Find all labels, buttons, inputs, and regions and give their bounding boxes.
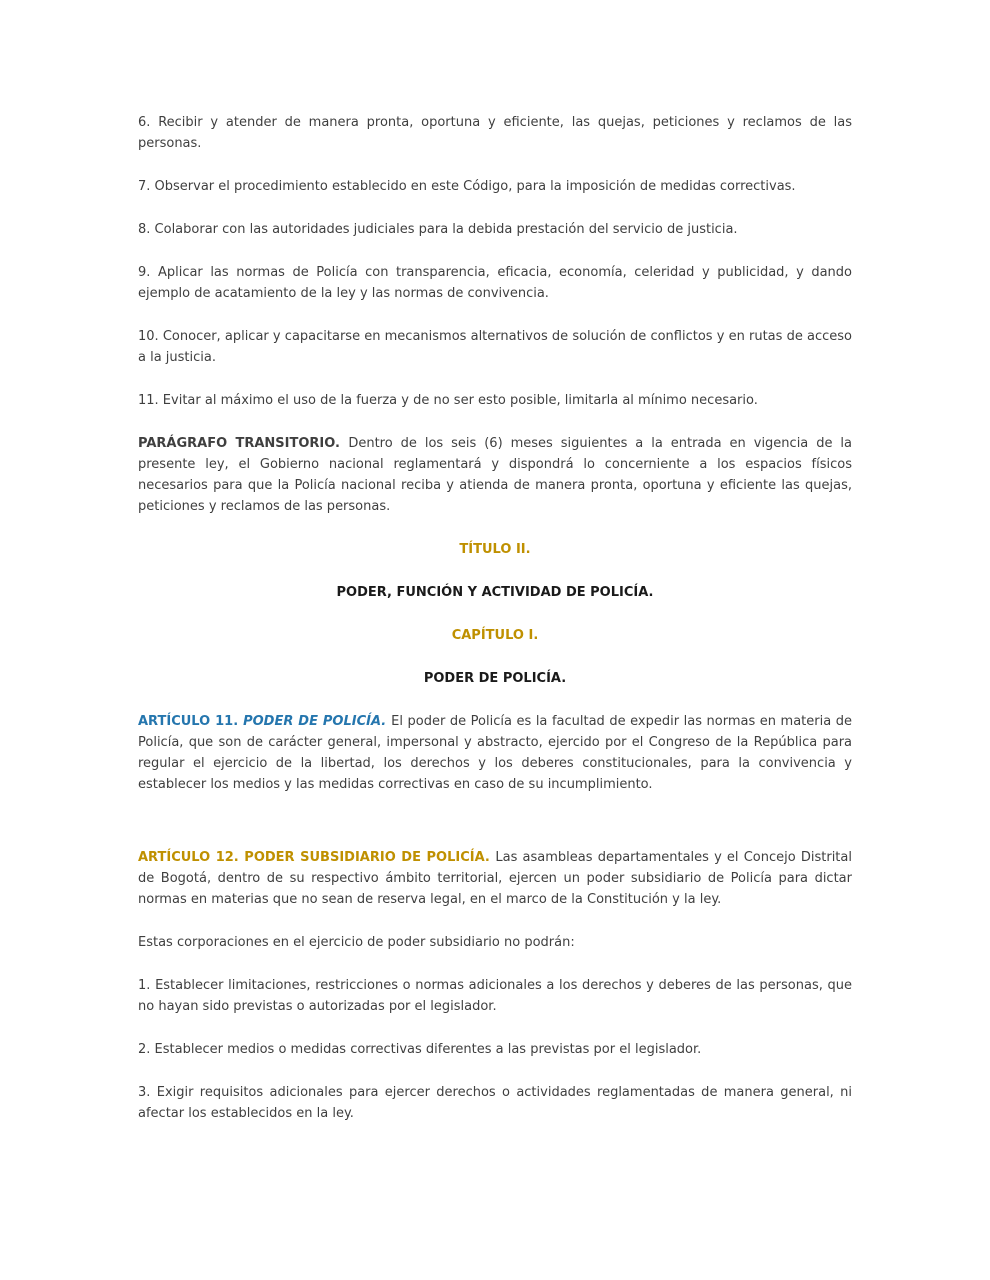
text-run: PODER, FUNCIÓN Y ACTIVIDAD DE POLICÍA. [336,585,654,600]
document-content [138,112,852,1124]
text-run: 9. Aplicar las normas de Policía con transparencia, eficacia, economía, celeridad y publicidad, y dando ejemplo de acatamiento de la ley y las normas de convivencia. [138,265,852,301]
text-run: ARTÍCULO 12. PODER SUBSIDIARIO DE POLICÍA. [138,850,496,865]
list-item-8 [138,219,852,240]
text-run: 1. Establecer limitaciones, restricciones o normas adicionales a los derechos y deberes de las personas, que no hayan sido previstas o autorizadas por el legislador. [138,978,852,1014]
text-run: Dentro de los seis (6) meses siguientes a la entrada en vigencia de la presente ley, el Gobierno nacional reglamentará y dispondrá lo concerniente a los espacios físicos necesarios para que la Policía nacional reciba y atienda de manera pronta, oportuna y eficiente las quejas, peticiones y reclamos de las personas. [138,436,853,514]
heading-poder-funcion-actividad [138,582,852,603]
text-run: ARTÍCULO 11. [138,714,244,729]
text-run: 3. Exigir requisitos adicionales para ejercer derechos o actividades reglamentadas de manera general, ni afectar los establecidos en la ley. [138,1085,852,1121]
text-run: Las asambleas departamentales y el Concejo Distrital de Bogotá, dentro de su respectivo ámbito territorial, ejercen un poder subsidiario de Policía para dictar normas en materias que no sean de reserva legal, en el marco de la Constitución y la ley. [138,850,852,907]
text-run: CAPÍTULO I. [451,628,539,643]
empty-line [138,817,852,847]
heading-capitulo-i [138,625,852,646]
paragraph-corporaciones [138,932,852,953]
text-run: Estas corporaciones en el ejercicio de poder subsidiario no podrán: [138,935,575,950]
text-run: El poder de Policía es la facultad de expedir las normas en materia de Policía, que son de carácter general, impersonal y abstracto, ejercido por el Congreso de la República para regular el ejercicio de la libertad, los derechos y los deberes constitucionales, para la convivencia y establecer los medios y las medidas correctivas en caso de su incumplimiento. [138,714,853,792]
list-item-3 [138,1082,852,1124]
text-run: 8. Colaborar con las autoridades judiciales para la debida prestación del servicio de justicia. [138,222,738,237]
list-item-9 [138,262,852,304]
list-item-6 [138,112,852,154]
text-run: PODER DE POLICÍA. [243,714,392,729]
list-item-1 [138,975,852,1017]
list-item-2 [138,1039,852,1060]
paragraph-paragrafo-transitorio [138,433,852,517]
heading-poder-de-policia [138,668,852,689]
text-run: 10. Conocer, aplicar y capacitarse en mecanismos alternativos de solución de conflictos y en rutas de acceso a la justicia. [138,329,852,365]
text-run: 11. Evitar al máximo el uso de la fuerza y de no ser esto posible, limitarla al mínimo necesario. [138,393,758,408]
list-item-10 [138,326,852,368]
text-run: PARÁGRAFO TRANSITORIO. [138,436,349,451]
list-item-7 [138,176,852,197]
paragraph-articulo-12 [138,847,852,910]
list-item-11 [138,390,852,411]
heading-titulo-ii [138,539,852,560]
text-run: 7. Observar el procedimiento establecido en este Código, para la imposición de medidas correctivas. [138,179,796,194]
text-run: TÍTULO II. [459,542,531,557]
text-run: 6. Recibir y atender de manera pronta, oportuna y eficiente, las quejas, peticiones y reclamos de las personas. [138,115,852,151]
text-run: PODER DE POLICÍA. [423,671,567,686]
text-run: 2. Establecer medios o medidas correctivas diferentes a las previstas por el legislador. [138,1042,702,1057]
paragraph-articulo-11 [138,711,852,795]
